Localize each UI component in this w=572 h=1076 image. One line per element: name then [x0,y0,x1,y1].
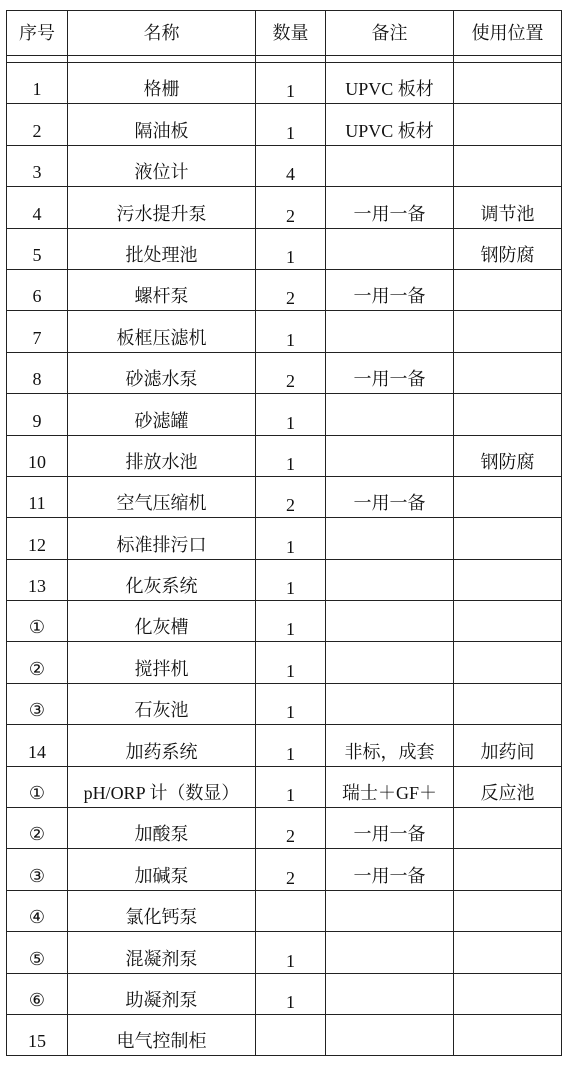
location-cell [454,311,562,352]
quantity-cell: 2 [256,187,326,228]
location-cell [454,352,562,393]
row-number-cell: 15 [7,1014,68,1055]
equipment-name-cell: 螺杆泵 [68,269,256,310]
location-cell: 调节池 [454,187,562,228]
quantity-cell: 4 [256,145,326,186]
table-row [7,269,562,310]
equipment-name-cell: 格栅 [68,63,256,104]
remark-cell [326,601,454,642]
quantity-cell [256,890,326,931]
header-qty: 数量 [256,11,326,56]
quantity-cell: 1 [256,394,326,435]
row-number-cell: 3 [7,145,68,186]
table-row [7,973,562,1014]
location-cell: 钢防腐 [454,435,562,476]
equipment-name-cell: 砂滤罐 [68,394,256,435]
row-number-cell: 8 [7,352,68,393]
location-cell [454,559,562,600]
table-row [7,849,562,890]
row-number-cell: 5 [7,228,68,269]
row-number-cell: 6 [7,269,68,310]
remark-cell [326,228,454,269]
table-row [7,683,562,724]
remark-cell [326,394,454,435]
header-name: 名称 [68,11,256,56]
equipment-table [6,10,562,1056]
row-number-cell: 9 [7,394,68,435]
table-body [7,63,562,1056]
header-separator [7,56,562,63]
row-number-cell: 11 [7,476,68,517]
location-cell [454,932,562,973]
remark-cell [326,932,454,973]
quantity-cell: 1 [256,518,326,559]
equipment-name-cell: 化灰槽 [68,601,256,642]
remark-cell [326,973,454,1014]
equipment-name-cell: 加碱泵 [68,849,256,890]
remark-cell [326,890,454,931]
equipment-name-cell: 批处理池 [68,228,256,269]
table-row [7,642,562,683]
row-number-cell: ④ [7,890,68,931]
location-cell [454,890,562,931]
equipment-name-cell: 混凝剂泵 [68,932,256,973]
remark-cell [326,435,454,476]
remark-cell [326,145,454,186]
table-row [7,311,562,352]
table-row [7,808,562,849]
quantity-cell [256,1014,326,1055]
location-cell [454,849,562,890]
quantity-cell: 1 [256,766,326,807]
header-location: 使用位置 [454,11,562,56]
remark-cell: 瑞士＋GF＋ [326,766,454,807]
remark-cell [326,1014,454,1055]
equipment-name-cell: 隔油板 [68,104,256,145]
table-row [7,476,562,517]
remark-cell [326,559,454,600]
quantity-cell: 2 [256,808,326,849]
location-cell [454,601,562,642]
table-row [7,394,562,435]
table-row [7,559,562,600]
equipment-name-cell: 砂滤水泵 [68,352,256,393]
table-row [7,187,562,228]
table-row [7,145,562,186]
row-number-cell: 14 [7,725,68,766]
table-row [7,932,562,973]
header-remark: 备注 [326,11,454,56]
table-row [7,435,562,476]
quantity-cell: 1 [256,683,326,724]
table-header [7,11,562,63]
row-number-cell: 4 [7,187,68,228]
location-cell [454,104,562,145]
equipment-name-cell: 石灰池 [68,683,256,724]
quantity-cell: 1 [256,228,326,269]
location-cell [454,808,562,849]
remark-cell: 一用一备 [326,269,454,310]
row-number-cell: ② [7,808,68,849]
table-row [7,601,562,642]
location-cell [454,63,562,104]
equipment-name-cell: 加酸泵 [68,808,256,849]
row-number-cell: 2 [7,104,68,145]
quantity-cell: 1 [256,932,326,973]
row-number-cell: 10 [7,435,68,476]
location-cell [454,973,562,1014]
location-cell [454,269,562,310]
remark-cell [326,311,454,352]
table-row [7,890,562,931]
equipment-name-cell: 助凝剂泵 [68,973,256,1014]
table-row [7,766,562,807]
quantity-cell: 1 [256,435,326,476]
location-cell [454,683,562,724]
table-row [7,518,562,559]
equipment-name-cell: 板框压滤机 [68,311,256,352]
location-cell: 加药间 [454,725,562,766]
remark-cell: 非标，成套 [326,725,454,766]
table-row [7,1014,562,1055]
equipment-name-cell: pH/ORP 计（数显） [68,766,256,807]
equipment-name-cell: 氯化钙泵 [68,890,256,931]
quantity-cell: 2 [256,269,326,310]
equipment-name-cell: 排放水池 [68,435,256,476]
table-row [7,352,562,393]
remark-cell [326,683,454,724]
row-number-cell: ② [7,642,68,683]
quantity-cell: 2 [256,849,326,890]
remark-cell: 一用一备 [326,808,454,849]
equipment-name-cell: 液位计 [68,145,256,186]
table-row [7,228,562,269]
row-number-cell: ⑥ [7,973,68,1014]
equipment-name-cell: 加药系统 [68,725,256,766]
table-row [7,63,562,104]
equipment-name-cell: 电气控制柜 [68,1014,256,1055]
equipment-name-cell: 空气压缩机 [68,476,256,517]
quantity-cell: 1 [256,725,326,766]
table-row [7,104,562,145]
quantity-cell: 1 [256,311,326,352]
quantity-cell: 1 [256,63,326,104]
quantity-cell: 2 [256,476,326,517]
equipment-name-cell: 化灰系统 [68,559,256,600]
row-number-cell: ③ [7,849,68,890]
quantity-cell: 2 [256,352,326,393]
equipment-name-cell: 搅拌机 [68,642,256,683]
quantity-cell: 1 [256,559,326,600]
header-no: 序号 [7,11,68,56]
row-number-cell: 13 [7,559,68,600]
row-number-cell: ① [7,601,68,642]
remark-cell: 一用一备 [326,187,454,228]
equipment-name-cell: 污水提升泵 [68,187,256,228]
location-cell [454,642,562,683]
remark-cell [326,642,454,683]
row-number-cell: 12 [7,518,68,559]
remark-cell: 一用一备 [326,352,454,393]
quantity-cell: 1 [256,104,326,145]
location-cell [454,394,562,435]
location-cell: 钢防腐 [454,228,562,269]
row-number-cell: ⑤ [7,932,68,973]
row-number-cell: 7 [7,311,68,352]
remark-cell: UPVC 板材 [326,63,454,104]
location-cell [454,145,562,186]
remark-cell: UPVC 板材 [326,104,454,145]
row-number-cell: ① [7,766,68,807]
quantity-cell: 1 [256,973,326,1014]
quantity-cell: 1 [256,642,326,683]
quantity-cell: 1 [256,601,326,642]
header-row [7,11,562,56]
row-number-cell: 1 [7,63,68,104]
equipment-name-cell: 标准排污口 [68,518,256,559]
table-row [7,725,562,766]
location-cell [454,1014,562,1055]
location-cell [454,476,562,517]
remark-cell: 一用一备 [326,849,454,890]
remark-cell: 一用一备 [326,476,454,517]
row-number-cell: ③ [7,683,68,724]
location-cell: 反应池 [454,766,562,807]
remark-cell [326,518,454,559]
location-cell [454,518,562,559]
